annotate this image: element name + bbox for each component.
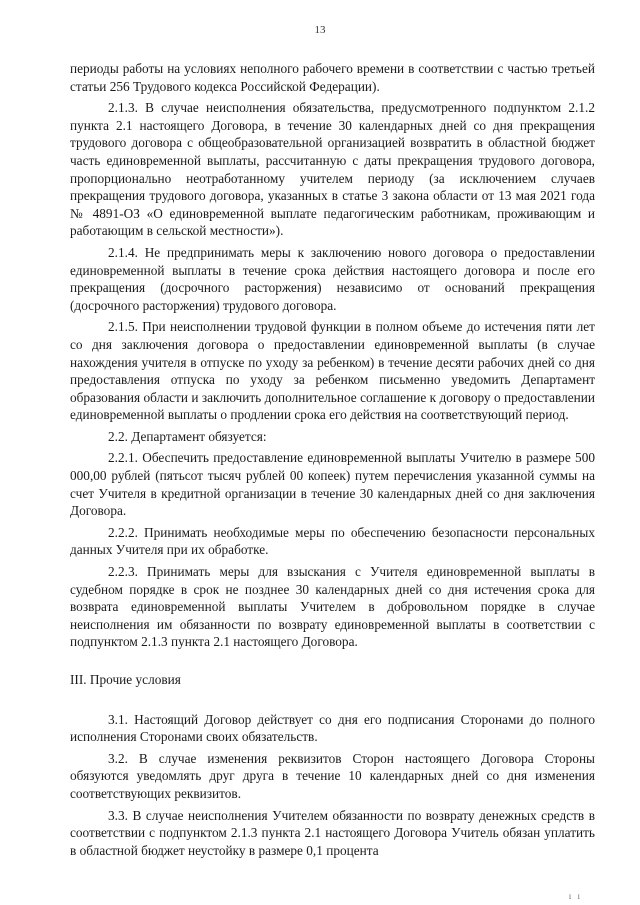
clause-2-1-5: 2.1.5. При неисполнении трудовой функции в полном объеме до истечения пяти лет со дня заключения договора о предоставлении единовременной выплаты (в случае нахождения учителя в отпуске по уходу за ребенком) в течение десяти рабочих дней со дня предоставления отпуска по уходу за ребенком письменно уведомить Департамент образования области и заключить дополнительное соглашение к договору о предоставлении единовременной выплаты о продлении срока его действия на соответствующий период.	[70, 319, 595, 423]
section-title: III. Прочие условия	[70, 672, 181, 687]
clause-2-2-3: 2.2.3. Принимать меры для взыскания с Учителя единовременной выплаты в судебном порядке в срок не позднее 30 календарных дней со дня истечения срока для возврата единовременной выплаты Учителем в добровольном порядке в случае неисполнения им обязанности по возврату единовременной выплаты в соответствии с подпунктом 2.1.3 пункта 2.1 настоящего Договора.	[70, 564, 595, 650]
page-number: 13	[314, 24, 326, 36]
clause-2-2-2: 2.2.2. Принимать необходимые меры по обеспечению безопасности персональных данных Учителя при их обработке.	[70, 524, 595, 558]
clause-2-1-3: 2.1.3. В случае неисполнения обязательства, предусмотренного подпунктом 2.1.2 пункта 2.1 настоящего Договора, в течение 30 календарных дней со дня прекращения трудового договора с общеобразовательной организацией возвратить в областной бюджет часть единовременной выплаты, рассчитанную с даты прекращения трудового договора, пропорционально неотработанному учителем периоду (за исключением случаев прекращения трудового договора, указанных в статье 3 закона области от 13 мая 2021 года № 4891-ОЗ «О единовременной выплате педагогическим работникам, проживающим и работающим в сельской местности»).	[70, 100, 595, 239]
clause-2-2: 2.2. Департамент обязуется:	[108, 428, 267, 444]
clause-3-1: 3.1. Настоящий Договор действует со дня его подписания Сторонами до полного исполнения Сторонами своих обязательств.	[70, 711, 595, 745]
document-body	[70, 60, 595, 859]
scan-corner-mark: ı ı	[568, 891, 582, 901]
clause-2-2-1: 2.2.1. Обеспечить предоставление единовременной выплаты Учителю в размере 500 000,00 рублей (пятьсот тысяч рублей 00 копеек) путем перечисления указанной суммы на счет Учителя в кредитной организации в течение 30 календарных дней со дня заключения Договора.	[70, 450, 595, 519]
clause-2-1-4: 2.1.4. Не предпринимать меры к заключению нового договора о предоставлении единовременной выплаты в течение срока действия настоящего договора и после его прекращения (досрочного расторжения) независимо от оснований прекращения (досрочного расторжения) трудового договора.	[70, 244, 595, 313]
paragraph-continuation: периоды работы на условиях неполного рабочего времени в соответствии с частью третьей статьи 256 Трудового кодекса Российской Федерации).	[70, 61, 595, 94]
clause-3-2: 3.2. В случае изменения реквизитов Сторон настоящего Договора Стороны обязуются уведомлять друг друга в течение 10 календарных дней со дня изменения соответствующих реквизитов.	[70, 750, 595, 801]
clause-3-3: 3.3. В случае неисполнения Учителем обязанности по возврату денежных средств в соответствии с подпунктом 2.1.3 пункта 2.1 настоящего Договора Учитель обязан уплатить в областной бюджет неустойку в размере 0,1 процента	[70, 807, 595, 858]
